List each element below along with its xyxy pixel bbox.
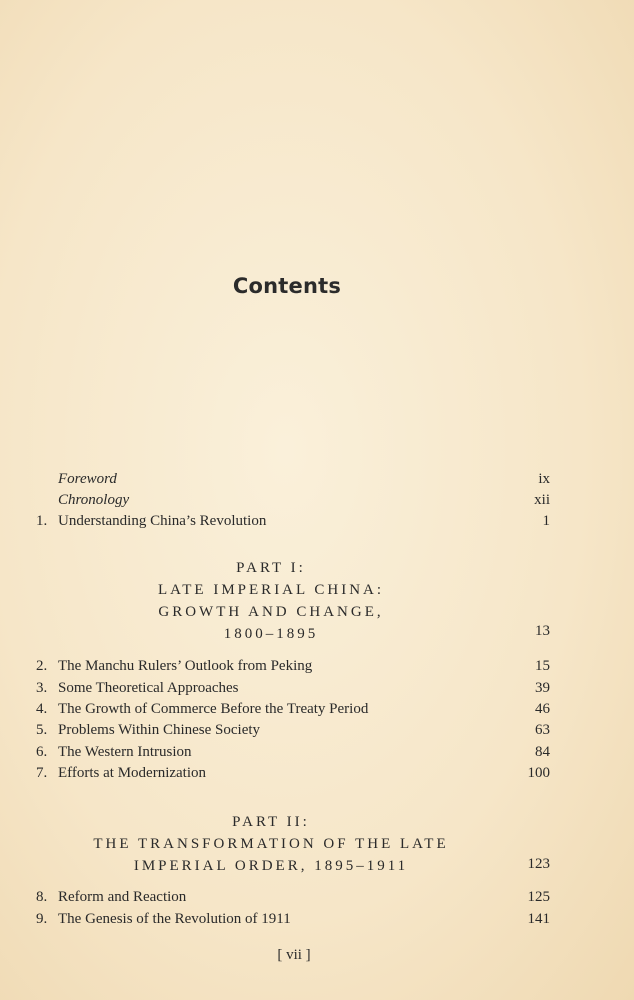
part-1-heading-block[interactable] bbox=[36, 557, 550, 645]
toc-entry-number: 3. bbox=[36, 680, 48, 696]
toc-entry-chapter-9[interactable] bbox=[36, 909, 550, 929]
toc-entry-number: 8. bbox=[36, 889, 48, 905]
part-1-page: 13 bbox=[535, 623, 550, 639]
part-2-page: 123 bbox=[527, 856, 550, 872]
toc-entry-page: 141 bbox=[527, 911, 550, 927]
toc-entry-foreword[interactable] bbox=[36, 469, 550, 489]
toc-entry-label: Foreword bbox=[58, 471, 117, 487]
part-1-title-line-2: GROWTH AND CHANGE, bbox=[158, 604, 384, 620]
toc-entry-page: 15 bbox=[535, 658, 550, 674]
toc-entry-page: 125 bbox=[527, 889, 550, 905]
toc-entry-number: 7. bbox=[36, 765, 48, 781]
toc-entry-number: 9. bbox=[36, 911, 48, 927]
toc-entry-page: xii bbox=[534, 492, 550, 508]
toc-entry-label: Problems Within Chinese Society bbox=[58, 722, 261, 738]
toc-entry-chapter-6[interactable] bbox=[36, 742, 550, 762]
toc-entry-chapter-3[interactable] bbox=[36, 678, 550, 698]
part-1-title-line-1: LATE IMPERIAL CHINA: bbox=[157, 582, 385, 598]
page-number-footer: [ vii ] bbox=[277, 947, 311, 963]
part-2-title-line-2: IMPERIAL ORDER, 1895–1911 bbox=[133, 858, 409, 874]
toc-entry-number: 5. bbox=[36, 722, 48, 738]
part-2-title-line-1: THE TRANSFORMATION OF THE LATE bbox=[93, 836, 449, 852]
toc-entry-page: 84 bbox=[535, 744, 550, 760]
toc-entry-page: 46 bbox=[535, 701, 550, 717]
toc-entry-chapter-7[interactable] bbox=[36, 763, 550, 783]
toc-entry-number: 2. bbox=[36, 658, 48, 674]
toc-entry-label: The Manchu Rulers’ Outlook from Peking bbox=[58, 658, 313, 674]
toc-entry-chapter-4[interactable] bbox=[36, 699, 550, 719]
toc-entry-label: Reform and Reaction bbox=[58, 889, 187, 905]
toc-entry-label: The Genesis of the Revolution of 1911 bbox=[58, 911, 291, 927]
part-2-heading-block[interactable] bbox=[36, 811, 550, 877]
toc-entry-label: Efforts at Modernization bbox=[58, 765, 207, 781]
toc-entry-label: Some Theoretical Approaches bbox=[58, 680, 239, 696]
toc-entry-label: Chronology bbox=[58, 492, 130, 508]
toc-entry-page: 100 bbox=[527, 765, 550, 781]
toc-entry-label: The Western Intrusion bbox=[58, 744, 192, 760]
toc-entry-label: Understanding China’s Revolution bbox=[58, 513, 267, 529]
toc-entry-chapter-8[interactable] bbox=[36, 887, 550, 907]
toc-entry-label: The Growth of Commerce Before the Treaty Period bbox=[58, 701, 369, 717]
toc-entry-number: 4. bbox=[36, 701, 48, 717]
page-title: Contents bbox=[232, 274, 342, 298]
toc-entry-chapter-5[interactable] bbox=[36, 720, 550, 740]
toc-entry-page: 39 bbox=[535, 680, 550, 696]
toc-entry-number: 1. bbox=[36, 513, 48, 529]
part-1-title-line-3: 1800–1895 bbox=[223, 626, 319, 642]
part-2-heading: PART II: bbox=[232, 814, 310, 830]
toc-entry-page: 63 bbox=[535, 722, 550, 738]
toc-entry-page: 1 bbox=[542, 513, 550, 529]
toc-entry-chronology[interactable] bbox=[36, 490, 550, 510]
toc-entry-page: ix bbox=[538, 471, 550, 487]
toc-entry-chapter-1[interactable] bbox=[36, 511, 550, 531]
part-1-heading: PART I: bbox=[236, 560, 306, 576]
toc-entry-chapter-2[interactable] bbox=[36, 656, 550, 676]
toc-entry-number: 6. bbox=[36, 744, 48, 760]
